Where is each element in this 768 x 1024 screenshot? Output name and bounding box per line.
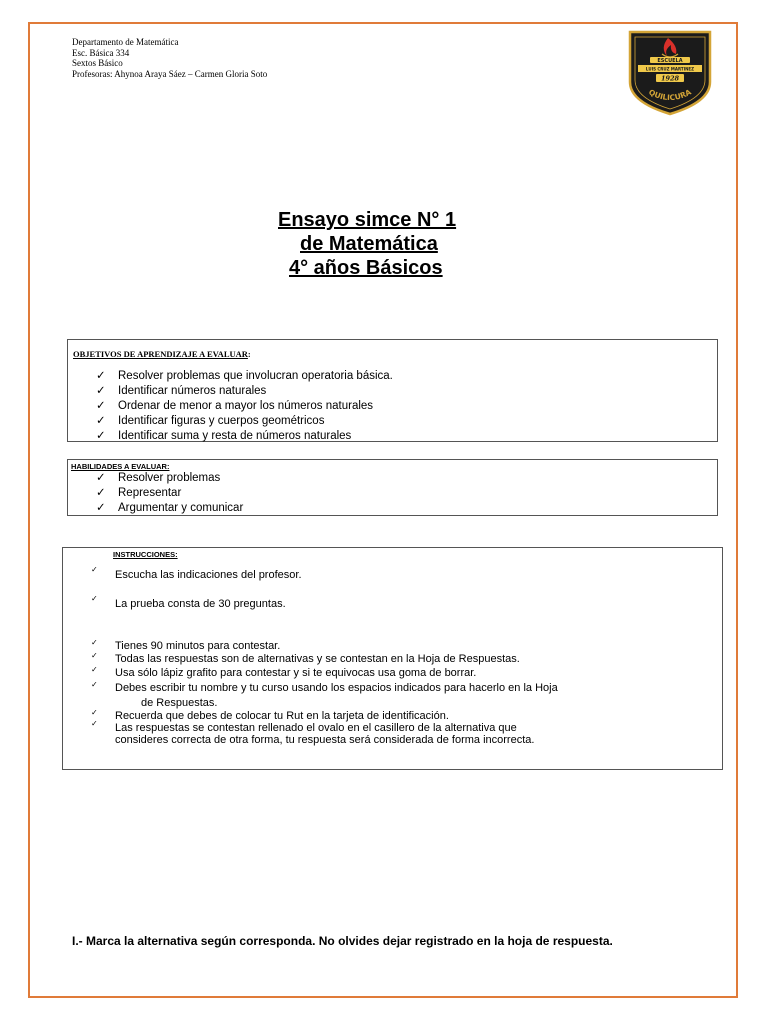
check-icon: ✓ [96,487,106,499]
list-item: ✓ Resolver problemas que involucran operatoria básica. [96,370,393,382]
list-item: ✓ Argumentar y comunicar [96,502,244,514]
school-line: Esc. Básica 334 [72,47,130,58]
seal-top-text: ESCUELA [657,58,683,64]
check-icon: ✓ [96,472,106,484]
check-icon: ✓ [91,680,98,689]
check-icon: ✓ [91,638,98,647]
habilidades-box [67,459,718,516]
instrucciones-heading: INSTRUCCIONES: [113,550,178,559]
title-line-2: de Matemática [300,233,438,255]
check-icon: ✓ [96,415,106,427]
check-icon: ✓ [91,651,98,660]
seal-year: 1928 [660,74,680,83]
title-line-1: Ensayo simce N° 1 [278,209,457,231]
objetivos-heading: OBJETIVOS DE APRENDIZAJE A EVALUAR: [73,349,251,359]
objetivos-box [67,339,718,442]
department-line: Departamento de Matemática [72,37,179,47]
seal-name-text: LUIS CRUZ MARTINEZ [645,66,695,72]
teachers-line: Profesoras: Ahynoa Araya Sáez – Carmen Gloria Soto [72,68,268,79]
check-icon: ✓ [96,502,106,514]
habilidades-list [96,471,243,516]
title-line-3: 4° años Básicos [289,257,443,279]
check-icon: ✓ [96,370,106,382]
seal-bottom-text: QUILICURA [647,87,693,103]
school-header [72,37,267,79]
check-icon: ✓ [91,594,98,603]
check-icon: ✓ [96,430,106,442]
list-item: ✓ Identificar números naturales [96,385,267,397]
list-item: ✓ Identificar figuras y cuerpos geométricos [96,415,325,427]
check-icon: ✓ [96,385,106,397]
check-icon: ✓ [91,719,98,728]
objetivos-list [96,369,393,444]
check-icon: ✓ [91,565,98,574]
list-item: ✓ Identificar suma y resta de números naturales [96,430,352,442]
habilidades-heading: HABILIDADES A EVALUAR: [71,462,170,471]
grade-line: Sextos Básico [72,58,123,68]
school-seal-logo [628,30,712,116]
list-item: ✓ Resolver problemas [96,472,221,484]
check-icon: ✓ [91,708,98,717]
check-icon: ✓ [96,400,106,412]
section-instruction: I.- Marca la alternativa según corresponda. No olvides dejar registrado en la hoja de respuesta. [72,934,613,948]
instrucciones-box: INSTRUCCIONES: ✓ Escucha las indicaciones del profesor. ✓ La prueba consta de 30 preguntas. ✓ Tienes 90 minutos para contestar. ✓ Todas las respuestas son de alternativas y se contestan en la Hoja de Respuestas. ✓ Usa sólo lápiz grafito para contestar y si te equivocas usa goma de borrar. ✓ Debes escribir tu nombre y tu curso usando los espacios indicados para hacerlo en la Hoja de Respuestas. ✓ Recuerda que debes de colocar tu Rut en la tarjeta de identificación. ✓ Las respuestas se contestan rellenado el ovalo en el casillero de la alternativa que consideres correcta de otra forma, tu respuesta será considerada de forma incorrecta. [62,547,723,770]
list-item: ✓ Representar [96,487,182,499]
check-icon: ✓ [91,665,98,674]
list-item: ✓ Ordenar de menor a mayor los números naturales [96,400,374,412]
